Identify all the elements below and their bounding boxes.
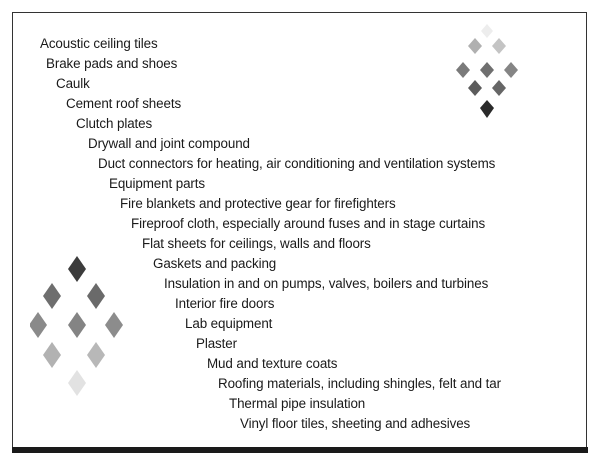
diamond-shape	[504, 62, 518, 78]
diamond-shape	[468, 80, 482, 96]
list-item: Roofing materials, including shingles, felt and tar	[218, 376, 501, 391]
diamond-shape	[87, 283, 105, 309]
diamond-shape	[105, 312, 123, 338]
list-item: Fire blankets and protective gear for firefighters	[120, 196, 396, 211]
diamond-shape	[68, 370, 86, 396]
diamond-cluster-top-right-icon	[452, 24, 522, 122]
list-item: Mud and texture coats	[207, 356, 338, 371]
diamond-shape	[492, 38, 506, 54]
diamond-shape	[43, 283, 61, 309]
list-item: Caulk	[56, 76, 90, 91]
list-item: Insulation in and on pumps, valves, boilers and turbines	[164, 276, 489, 291]
diamond-shape	[87, 342, 105, 368]
list-item: Brake pads and shoes	[46, 56, 178, 71]
diamond-shape	[456, 62, 470, 78]
diamond-cluster-bottom-left-icon	[30, 256, 126, 398]
diamond-shape	[68, 312, 86, 338]
diamond-shape	[480, 62, 494, 78]
list-item: Gaskets and packing	[153, 256, 277, 271]
list-item: Interior fire doors	[175, 296, 275, 311]
diamond-shape	[43, 342, 61, 368]
list-item: Drywall and joint compound	[88, 136, 250, 151]
frame-bottom-rule	[12, 447, 588, 453]
list-item: Thermal pipe insulation	[229, 396, 366, 411]
list-item: Equipment parts	[109, 176, 206, 191]
diamond-shape	[492, 80, 506, 96]
diamond-shape	[481, 24, 493, 38]
list-item: Lab equipment	[185, 316, 273, 331]
list-item: Acoustic ceiling tiles	[40, 36, 158, 51]
list-item: Plaster	[196, 336, 237, 351]
list-item: Duct connectors for heating, air conditioning and ventilation systems	[98, 156, 496, 171]
diamond-shape	[468, 38, 482, 54]
list-item: Vinyl floor tiles, sheeting and adhesives	[240, 416, 471, 431]
list-item: Cement roof sheets	[66, 96, 182, 111]
diamond-shape	[30, 312, 47, 338]
list-item: Fireproof cloth, especially around fuses and in stage curtains	[131, 216, 486, 231]
diamond-shape	[68, 256, 86, 282]
list-item: Clutch plates	[76, 116, 153, 131]
list-item: Flat sheets for ceilings, walls and floors	[142, 236, 371, 251]
diamond-shape	[480, 100, 494, 118]
